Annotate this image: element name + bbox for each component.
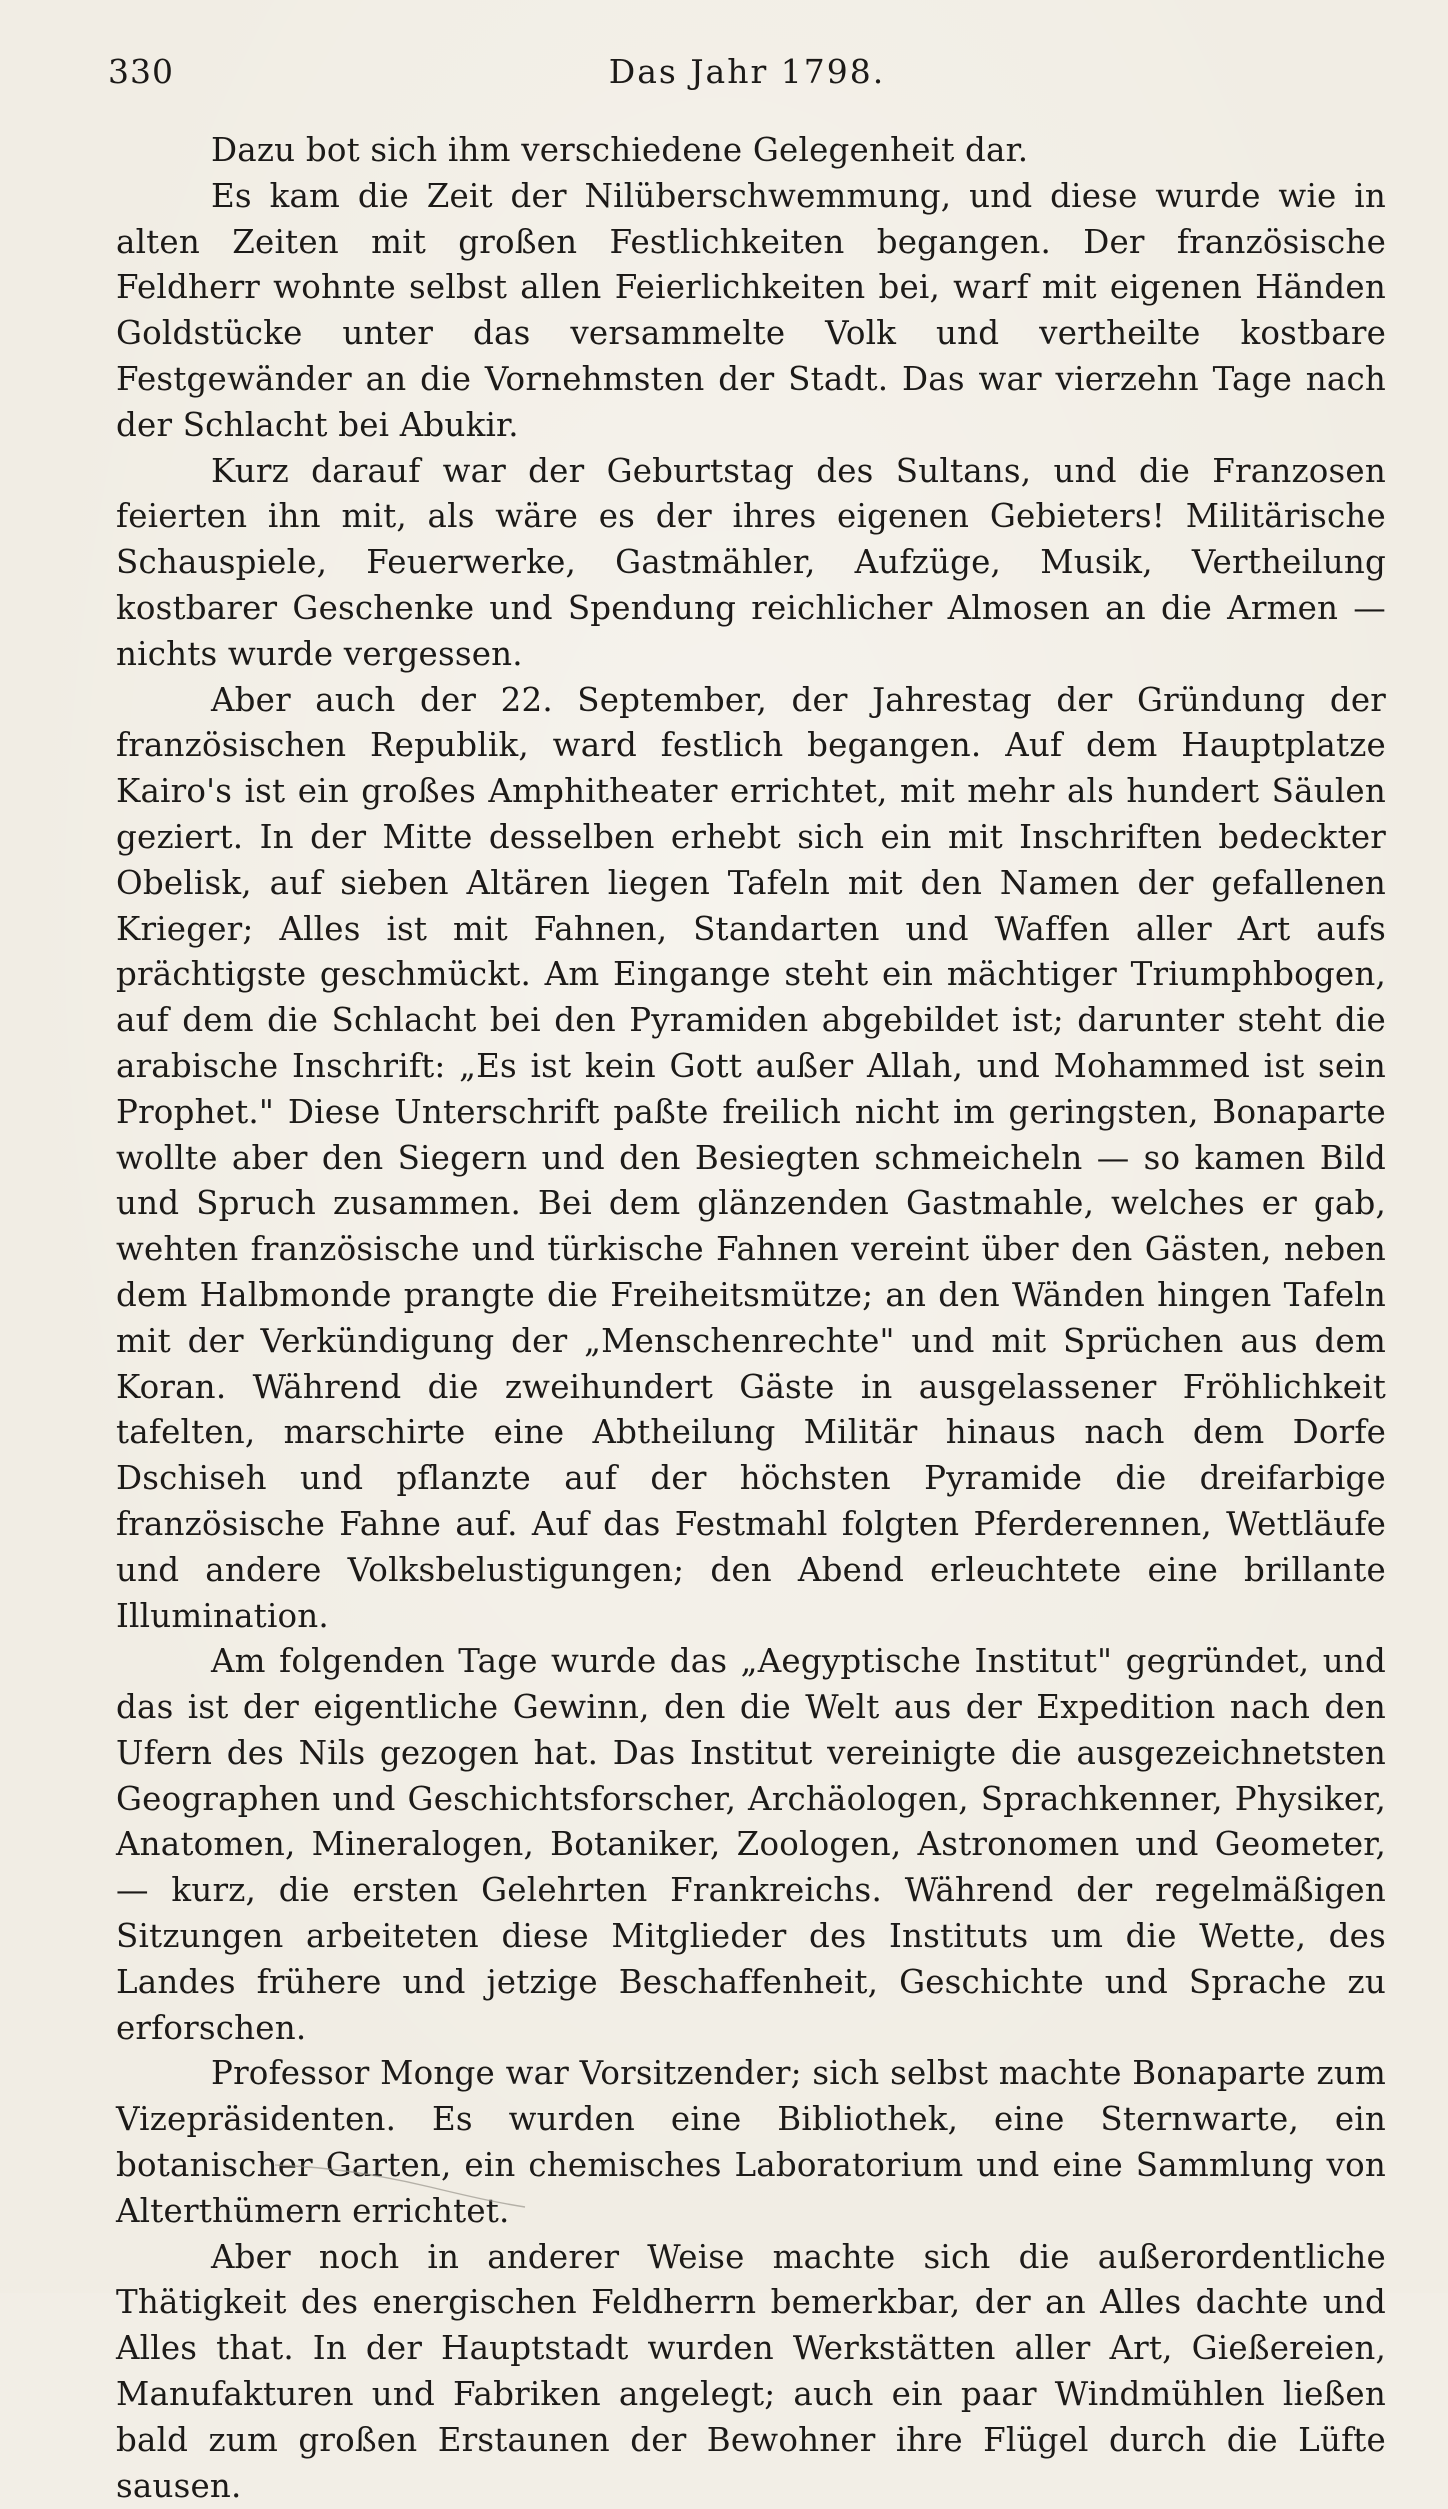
paragraph-2: Es kam die Zeit der Nilüberschwemmung, und diese wurde wie in alten Zeiten mit großen Festlichkeiten begangen. Der französische Feldherr wohnte selbst allen Feierlichkeiten bei, warf mit eigenen Händen Goldstücke unter das versammelte Volk und vertheilte kostbare Festgewänder an die Vornehmsten der Stadt. Das war vierzehn Tage nach der Schlacht bei Abukir. — [116, 176, 1386, 444]
paragraph-3: Kurz darauf war der Geburtstag des Sultans, und die Franzosen feierten ihn mit, als wäre es der ihres eigenen Gebieters! Militärische Schauspiele, Feuerwerke, Gastmähler, Aufzüge, Musik, Vertheilung kostbarer Geschenke und Spendung reichlicher Almosen an die Armen — nichts wurde vergessen. — [116, 451, 1386, 673]
pencil-mark — [270, 2155, 530, 2215]
paragraph-4: Aber auch der 22. September, der Jahrestag der Gründung der französischen Republik, ward festlich begangen. Auf dem Hauptplatze Kairo's ist ein großes Amphitheater errichtet, mit mehr als hundert Säulen geziert. In der Mitte desselben erhebt sich ein mit Inschriften bedeckter Obelisk, auf sieben Altären liegen Tafeln mit den Namen der gefallenen Krieger; Alles ist mit Fahnen, Standarten und Waffen aller Art aufs prächtigste geschmückt. Am Eingange steht ein mächtiger Triumphbogen, auf dem die Schlacht bei den Pyramiden abgebildet ist; darunter steht die arabische Inschrift: „Es ist kein Gott außer Allah, und Mohammed ist sein Prophet." Diese Unterschrift paßte freilich nicht im geringsten, Bonaparte wollte aber den Siegern und den Besiegten schmeicheln — so kamen Bild und Spruch zusammen. Bei dem glänzenden Gastmahle, welches er gab, wehten französische und türkische Fahnen vereint über den Gästen, neben dem Halbmonde prangte die Freiheitsmütze; an den Wänden hingen Tafeln mit der Verkündigung der „Menschenrechte" und mit Sprüchen aus dem Koran. Während die zweihundert Gäste in ausgelassener Fröhlichkeit tafelten, marschirte eine Abtheilung Militär hinaus nach dem Dorfe Dschiseh und pflanzte auf der höchsten Pyramide die dreifarbige französische Fahne auf. Auf das Festmahl folgten Pferderennen, Wettläufe und andere Volksbelustigungen; den Abend erleuchtete eine brillante Illumination. — [116, 680, 1386, 1635]
running-title: Das Jahr 1798. — [608, 52, 886, 91]
paragraph-7: Aber noch in anderer Weise machte sich die außerordentliche Thätigkeit des energischen Feldherrn bemerkbar, der an Alles dachte und Alles that. In der Hauptstadt wurden Werkstätten aller Art, Gießereien, Manufakturen und Fabriken angelegt; auch ein paar Windmühlen ließen bald zum großen Erstaunen der Bewohner ihre Flügel durch die Lüfte sausen. — [116, 2237, 1386, 2505]
paragraph-6: Professor Monge war Vorsitzender; sich selbst machte Bonaparte zum Vizepräsidenten. Es wurden eine Bibliothek, eine Sternwarte, ein botanischer Garten, ein chemisches Laboratorium und eine Sammlung von Alterthümern errichtet. — [116, 2054, 1386, 2230]
body-text — [116, 128, 1386, 2509]
paragraph-1: Dazu bot sich ihm verschiedene Gelegenheit dar. — [211, 131, 1029, 169]
page-header — [108, 52, 1386, 98]
paragraph-5: Am folgenden Tage wurde das „Aegyptische Institut" gegründet, und das ist der eigentliche Gewinn, den die Welt aus der Expedition nach den Ufern des Nils gezogen hat. Das Institut vereinigte die ausgezeichnetsten Geographen und Geschichtsforscher, Archäologen, Sprachkenner, Physiker, Anatomen, Mineralogen, Botaniker, Zoologen, Astronomen und Geometer, — kurz, die ersten Gelehrten Frankreichs. Während der regelmäßigen Sitzungen arbeiteten diese Mitglieder des Instituts um die Wette, des Landes frühere und jetzige Beschaffenheit, Geschichte und Sprache zu erforschen. — [116, 1642, 1386, 2047]
page-number: 330 — [108, 52, 174, 91]
